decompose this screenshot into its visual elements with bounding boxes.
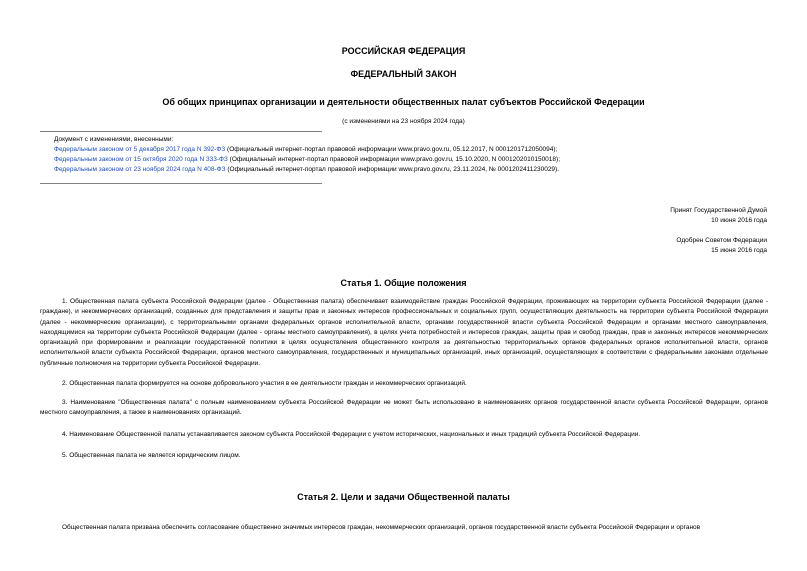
changes-bottom-rule <box>40 183 322 184</box>
edition-note: (с изменениями на 23 ноября 2024 года) <box>342 118 465 125</box>
article-1-paragraph-1: 1. Общественная палата субъекта Российской Федерации (далее - Общественная палата) обеспечивает взаимодействие граждан Российской Федерации, проживающих на территории субъекта Российской Федерации (далее - граждане), и некоммерческих организаций, созданных для представления и защиты прав и законных интересов профессиональных и социальных групп, осуществляющих деятельность на территории субъекта Российской Федерации (далее - некоммерческие организации), с территориальными органами федеральных органов исполнительной власти, органами государственной власти субъекта Российской Федерации и органами местного самоуправления, находящимися на территории субъекта Российской Федерации (далее - органы местного самоуправления), в целях учета потребностей и интересов граждан, защиты прав и свобод граждан, прав и законных интересов некоммерческих организаций при формировании и реализации государственной политики в целях осуществления общественного контроля за деятельностью территориальных органов федеральных органов исполнительной власти, органов исполнительной власти субъекта Российской Федерации, органов местного самоуправления, государственных и муниципальных организаций, иных организаций, осуществляющих в соответствии с федеральными законами отдельные публичные полномочия на территории субъекта Российской Федерации. <box>40 298 768 367</box>
amendment-note: (Официальный интернет-портал правовой информации www.pravo.gov.ru, 23.11.2024, № 0001202411230029). <box>225 166 560 173</box>
article-1-title: Статья 1. Общие положения <box>340 278 467 288</box>
change-item <box>54 165 794 175</box>
council-approval-date: 15 июня 2016 года <box>711 247 767 254</box>
article-2-title: Статья 2. Цели и задачи Общественной палаты <box>297 492 510 502</box>
article-1-paragraph-2: 2. Общественная палата формируется на основе добровольного участия в ее деятельности граждан и некоммерческих организаций. <box>62 380 467 387</box>
change-item <box>54 155 794 165</box>
amendment-note: (Официальный интернет-портал правовой информации www.pravo.gov.ru, 15.10.2020, N 0001202010150018); <box>227 156 560 163</box>
amendment-link[interactable]: Федеральным законом от 23 ноября 2024 года N 408-ФЗ <box>54 166 226 173</box>
amendment-link[interactable]: Федеральным законом от 5 декабря 2017 года N 392-ФЗ <box>54 146 226 153</box>
duma-adoption <box>467 206 767 226</box>
article-1-paragraph-3: 3. Наименование "Общественная палата" с полным наименованием субъекта Российской Федерации не может быть использовано в наименованиях органов государственной власти субъекта Российской Федерации, органов местного самоуправления, а также в наименованиях организаций. <box>40 399 768 417</box>
article-2-paragraph-1: Общественная палата призвана обеспечить согласование общественно значимых интересов граждан, некоммерческих организаций, органов государственной власти субъекта Российской Федерации и органов <box>62 524 701 531</box>
changes-top-rule <box>40 131 322 132</box>
law-type-heading: ФЕДЕРАЛЬНЫЙ ЗАКОН <box>350 69 457 79</box>
changes-intro: Документ с изменениями, внесенными: <box>54 136 174 143</box>
council-approval <box>467 236 767 256</box>
article-1-paragraph-4: 4. Наименование Общественной палаты устанавливается законом субъекта Российской Федерации с учетом исторических, национальных и иных традиций субъекта Российской Федерации. <box>62 431 641 438</box>
amendment-note: (Официальный интернет-портал правовой информации www.pravo.gov.ru, 05.12.2017, N 0001201712050094); <box>225 146 558 153</box>
council-approval-line: Одобрен Советом Федерации <box>676 237 767 244</box>
law-title: Об общих принципах организации и деятельности общественных палат субъектов Российской Федерации <box>162 97 645 107</box>
duma-adoption-line: Принят Государственной Думой <box>670 207 767 214</box>
changes-block <box>54 135 794 175</box>
change-item <box>54 145 794 155</box>
duma-adoption-date: 10 июня 2016 года <box>711 217 767 224</box>
article-1-paragraph-5: 5. Общественная палата не является юридическим лицом. <box>62 452 241 459</box>
federation-heading: РОССИЙСКАЯ ФЕДЕРАЦИЯ <box>341 46 466 56</box>
amendment-link[interactable]: Федеральным законом от 15 октября 2020 года N 333-ФЗ <box>54 156 228 163</box>
